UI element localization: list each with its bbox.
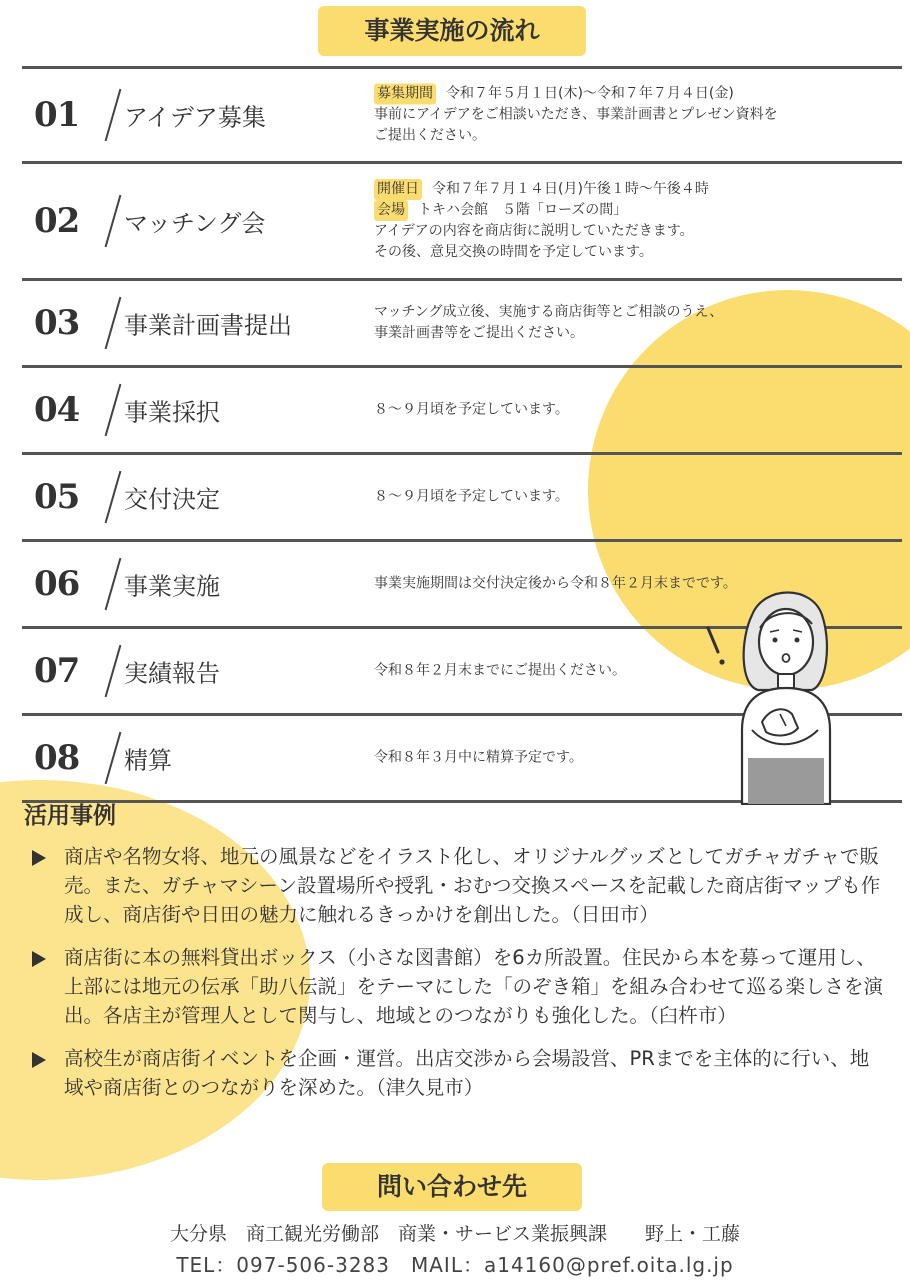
- flow-step-01: [22, 66, 902, 161]
- highlight-label: 会場: [374, 200, 408, 221]
- description-line: [374, 323, 910, 344]
- step-number: 05: [34, 477, 80, 517]
- flow-title: 事業実施の流れ: [318, 6, 586, 56]
- step-name: 事業採択: [124, 398, 220, 427]
- contact-title: 問い合わせ先: [322, 1163, 582, 1211]
- highlight-label: 募集期間: [374, 84, 436, 105]
- thinking-woman-illustration: [700, 580, 860, 805]
- step-heading: [22, 69, 330, 161]
- description-text: 事業計画書等をご提出ください。: [374, 325, 584, 341]
- slash-divider: [105, 732, 122, 784]
- step-name: 交付決定: [124, 485, 220, 514]
- description-text: トキハ会館 ５階「ローズの間」: [418, 202, 628, 218]
- highlight-label: 開催日: [374, 179, 422, 200]
- description-text: ご提出ください。: [374, 127, 486, 144]
- triangle-bullet-icon: [32, 850, 46, 866]
- step-name: アイデア募集: [124, 103, 266, 132]
- step-name: 事業実施: [124, 572, 220, 601]
- contact-organization: 大分県 商工観光労働部 商業・サービス業振興課 野上・工藤: [169, 1223, 740, 1245]
- flow-step-03: [22, 278, 902, 365]
- cases-title: 活用事例: [24, 803, 116, 829]
- case-item: [28, 943, 888, 1030]
- description-text: 令和８年２月末までにご提出ください。: [374, 662, 626, 679]
- triangle-bullet-icon: [32, 1052, 46, 1068]
- triangle-bullet-icon: [32, 951, 46, 967]
- description-line: [374, 179, 910, 200]
- description-text: 令和８年３月中に精算予定です。: [374, 749, 583, 766]
- step-description: [374, 84, 910, 147]
- description-text: 事業実施期間は交付決定後から令和８年２月末までです。: [374, 575, 737, 592]
- description-text: 令和７年５月１日(木)～令和７年７月４日(金): [446, 85, 734, 102]
- description-text: 事前にアイデアをご相談いただき、事業計画書とプレゼン資料を: [374, 106, 778, 123]
- description-text: アイデアの内容を商店街に説明していただきます。: [374, 223, 694, 239]
- step-name: 事業計画書提出: [124, 311, 292, 340]
- step-name: 精算: [124, 746, 172, 775]
- step-heading: [22, 164, 330, 278]
- case-text: 高校生が商店街イベントを企画・運営。出店交渉から会場設営、PRまでを主体的に行い、地域や商店街とのつながりを深めた。（津久見市）: [64, 1047, 870, 1099]
- flow-step-05: [22, 452, 902, 539]
- description-line: [374, 302, 910, 323]
- step-heading: [22, 455, 330, 539]
- case-item: [28, 842, 888, 929]
- description-text: その後、意見交換の時間を予定しています。: [374, 244, 653, 260]
- step-number: 08: [34, 738, 80, 778]
- step-heading: [22, 281, 330, 365]
- step-description: [374, 400, 910, 421]
- step-heading: [22, 629, 330, 713]
- description-line: [374, 242, 910, 263]
- slash-divider: [105, 89, 122, 141]
- step-heading: [22, 368, 330, 452]
- slash-divider: [105, 384, 122, 436]
- step-number: 02: [34, 201, 80, 241]
- description-text: ８～９月頃を予定しています。: [374, 401, 569, 418]
- description-text: 令和７年７月１４日(月)午後１時～午後４時: [432, 181, 709, 197]
- slash-divider: [105, 195, 122, 247]
- step-number: 06: [34, 564, 80, 604]
- description-text: ８～９月頃を予定しています。: [374, 488, 569, 505]
- description-line: [374, 221, 910, 242]
- slash-divider: [105, 297, 122, 349]
- step-number: 04: [34, 390, 80, 430]
- case-text: 商店や名物女将、地元の風景などをイラスト化し、オリジナルグッズとしてガチャガチャで販売。また、ガチャマシーン設置場所や授乳・おむつ交換スペースを記載した商店街マップも作成し、商店街や日田の魅力に触れるきっかけを創出した。（日田市）: [64, 845, 881, 926]
- step-description: [374, 179, 910, 263]
- description-line: [374, 400, 910, 421]
- case-text: 商店街に本の無料貸出ボックス（小さな図書館）を6カ所設置。住民から本を募って運用し、上部には地元の伝承「助八伝説」をテーマにした「のぞき箱」を組み合わせて巡る楽しさを演出。各店主が管理人として関与し、地域とのつながりも強化した。（臼杵市）: [64, 946, 884, 1027]
- cases-list: [28, 842, 888, 1116]
- description-line: [374, 200, 910, 221]
- slash-divider: [105, 645, 122, 697]
- step-description: [374, 302, 910, 344]
- description-line: [374, 84, 910, 105]
- slash-divider: [105, 558, 122, 610]
- step-number: 01: [34, 95, 80, 135]
- flow-step-02: [22, 161, 902, 278]
- step-number: 07: [34, 651, 80, 691]
- step-name: マッチング会: [124, 209, 266, 238]
- case-item: [28, 1044, 888, 1102]
- step-description: [374, 487, 910, 508]
- description-line: [374, 105, 910, 126]
- step-name: 実績報告: [124, 659, 220, 688]
- flow-step-04: [22, 365, 902, 452]
- description-line: [374, 487, 910, 508]
- exclamation-icon: [708, 628, 725, 665]
- description-line: [374, 126, 910, 147]
- slash-divider: [105, 471, 122, 523]
- step-number: 03: [34, 303, 80, 343]
- description-text: マッチング成立後、実施する商店街等とご相談のうえ、: [374, 304, 724, 320]
- step-heading: [22, 542, 330, 626]
- contact-tel-mail: TEL：097-506-3283 MAIL：a14160@pref.oita.lg.jp: [176, 1253, 734, 1277]
- step-heading: [22, 716, 330, 800]
